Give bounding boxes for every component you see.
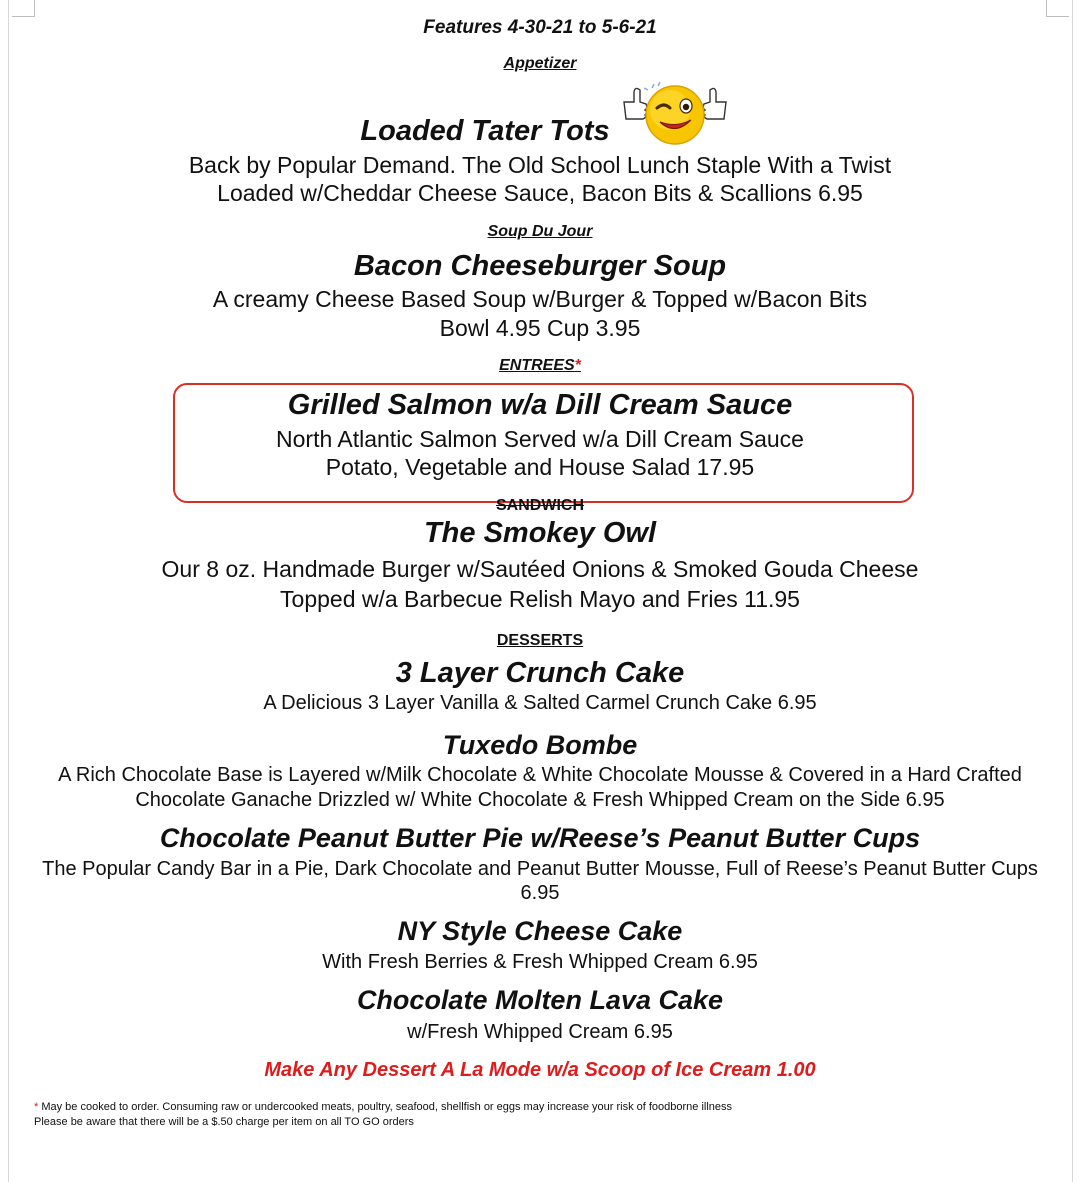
dish-desc-line: With Fresh Berries & Fresh Whipped Cream 6.95 [322, 951, 758, 973]
dish-name-molten-lava-cake: Chocolate Molten Lava Cake [356, 985, 724, 1015]
dish-name-3-layer-crunch-cake: 3 Layer Crunch Cake [395, 657, 685, 689]
footnote-asterisk: * [34, 1101, 39, 1113]
dish-desc-line: Loaded w/Cheddar Cheese Sauce, Bacon Bits & Scallions 6.95 [217, 180, 863, 206]
section-label-soup: Soup Du Jour [487, 223, 593, 240]
entrees-asterisk: * [574, 357, 581, 374]
dish-desc-line: w/Fresh Whipped Cream 6.95 [407, 1021, 673, 1043]
dish-desc-line: North Atlantic Salmon Served w/a Dill Cream Sauce [276, 426, 804, 452]
footnote-to-go-charge: Please be aware that there will be a $.50 charge per item on all TO GO orders [34, 1116, 414, 1128]
footnote-text: May be cooked to order. Consuming raw or undercooked meats, poultry, seafood, shellfish or eggs may increase your risk of foodborne illness [38, 1101, 733, 1113]
dish-desc-line: 6.95 [520, 882, 560, 904]
dish-desc-line: Topped w/a Barbecue Relish Mayo and Fries 11.95 [280, 586, 800, 612]
section-label-appetizer: Appetizer [503, 55, 577, 72]
dish-desc-line: The Popular Candy Bar in a Pie, Dark Chocolate and Peanut Butter Mousse, Full of Reese’s Peanut Butter Cups [42, 858, 1038, 880]
dish-name-peanut-butter-pie: Chocolate Peanut Butter Pie w/Reese’s Peanut Butter Cups [159, 823, 921, 853]
dish-name-loaded-tater-tots: Loaded Tater Tots [360, 115, 610, 147]
dish-name-bacon-cheeseburger-soup: Bacon Cheeseburger Soup [353, 250, 727, 282]
dish-desc-line: A Delicious 3 Layer Vanilla & Salted Carmel Crunch Cake 6.95 [263, 692, 817, 714]
section-label-entrees [0, 357, 1080, 375]
dish-desc-line: Chocolate Ganache Drizzled w/ White Chocolate & Fresh Whipped Cream on the Side 6.95 [135, 789, 945, 811]
dish-desc-line: Our 8 oz. Handmade Burger w/Sautéed Onions & Smoked Gouda Cheese [161, 556, 919, 582]
entrees-label-text: ENTREES [499, 357, 575, 374]
a-la-mode-note: Make Any Dessert A La Mode w/a Scoop of Ice Cream 1.00 [264, 1059, 816, 1081]
dish-name-tuxedo-bombe: Tuxedo Bombe [442, 730, 638, 760]
dish-desc-line: Back by Popular Demand. The Old School Lunch Staple With a Twist [188, 152, 892, 178]
dish-name-ny-cheese-cake: NY Style Cheese Cake [397, 916, 683, 946]
page-corner-mark-left [12, 0, 35, 17]
dish-desc-line: A Rich Chocolate Base is Layered w/Milk Chocolate & White Chocolate Mousse & Covered in a Hard Crafted [58, 764, 1022, 786]
menu-date-title: Features 4-30-21 to 5-6-21 [423, 17, 657, 38]
section-label-desserts: DESSERTS [496, 632, 584, 649]
dish-name-grilled-salmon: Grilled Salmon w/a Dill Cream Sauce [287, 389, 793, 421]
page-corner-mark-right [1046, 0, 1069, 17]
footnote-raw-food-warning [34, 1101, 732, 1113]
dish-desc-line: Potato, Vegetable and House Salad 17.95 [325, 454, 755, 480]
section-label-sandwich: SANDWICH [496, 497, 584, 514]
dish-desc-line: Bowl 4.95 Cup 3.95 [439, 315, 641, 341]
dish-desc-line: A creamy Cheese Based Soup w/Burger & Topped w/Bacon Bits [212, 286, 868, 312]
dish-name-smokey-owl: The Smokey Owl [423, 517, 657, 549]
